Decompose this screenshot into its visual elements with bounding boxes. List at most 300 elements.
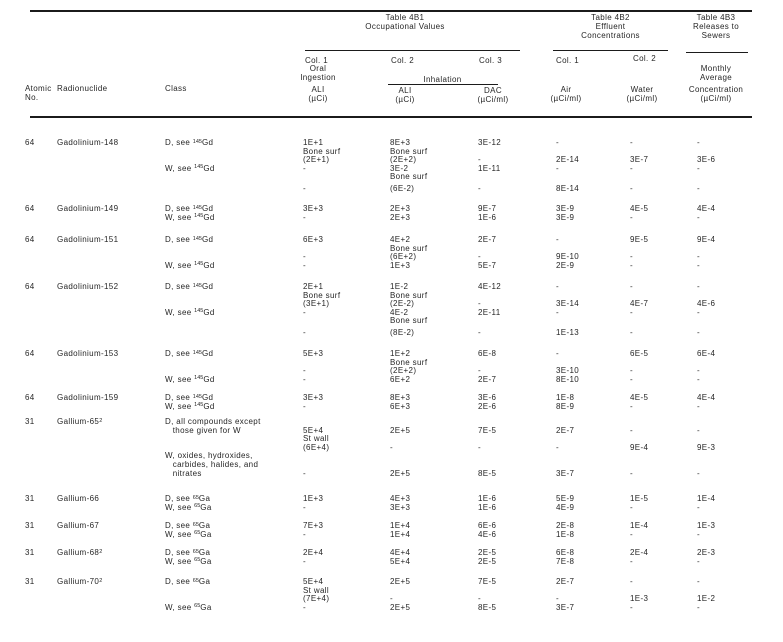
cell-monthly-avg-concentration: - bbox=[697, 212, 701, 222]
cell-monthly-avg-concentration: 1E-3 bbox=[697, 521, 716, 530]
cell-oral-ingestion-ali: 3E+3 bbox=[303, 393, 324, 402]
cell-oral-ingestion-ali: - bbox=[303, 212, 307, 222]
dac-units: (µCi/ml) bbox=[477, 95, 509, 104]
cell-air-concentration: - bbox=[556, 307, 560, 317]
superscript: 145 bbox=[194, 164, 204, 171]
cell-dac: - bbox=[478, 252, 482, 262]
cell-air-concentration: 9E-10 bbox=[556, 252, 580, 262]
cell-class: W, see $^{65}$Ga bbox=[165, 502, 212, 512]
table4b2-subtitle-2: Concentrations bbox=[581, 31, 640, 40]
cell-monthly-avg-concentration: - bbox=[697, 252, 701, 262]
cell-dac: 3E-6 bbox=[478, 393, 497, 402]
superscript: 145 bbox=[194, 213, 204, 220]
table-top-rule bbox=[30, 10, 752, 12]
cell-air-concentration: 8E-14 bbox=[556, 184, 580, 193]
cell-class: W, see $^{145}$Gd bbox=[165, 212, 215, 222]
cell-inhalation-ali: 2E+5 bbox=[390, 577, 411, 586]
cell-air-concentration: 8E-9 bbox=[556, 401, 575, 411]
cell-air-concentration: 3E-7 bbox=[556, 468, 575, 478]
cell-class: W, see $^{65}$Ga bbox=[165, 602, 212, 612]
cell-dac: 9E-7 bbox=[478, 204, 497, 213]
cell-oral-ingestion-ali: - bbox=[303, 529, 307, 539]
cell-class: D, see $^{65}$Ga bbox=[165, 494, 211, 503]
superscript: 145 bbox=[194, 375, 204, 382]
cell-atomic-no: 64 bbox=[25, 282, 35, 291]
cell-radionuclide: Gadolinium-159 bbox=[57, 393, 119, 402]
cell-dac: 7E-5 bbox=[478, 425, 497, 435]
cell-oral-ingestion-ali: 2E+1 bbox=[303, 282, 324, 291]
col3-label-4b1: Col. 3 bbox=[479, 56, 502, 65]
cell-inhalation-ali: 1E-2 bbox=[390, 282, 409, 291]
superscript: 2 bbox=[99, 417, 103, 424]
cell-water-concentration: 9E-4 bbox=[630, 442, 649, 452]
cell-atomic-no: 64 bbox=[25, 349, 35, 358]
cell-atomic-no: 64 bbox=[25, 235, 35, 244]
cell-atomic-no: 31 bbox=[25, 577, 35, 586]
cell-radionuclide: Gadolinium-152 bbox=[57, 282, 119, 291]
cell-monthly-avg-concentration: 1E-2 bbox=[697, 594, 716, 604]
cell-inhalation-ali: 2E+3 bbox=[390, 204, 411, 213]
water-units: (µCi/ml) bbox=[626, 94, 658, 103]
superscript: 145 bbox=[194, 402, 204, 409]
cell-air-concentration: 5E-9 bbox=[556, 494, 575, 503]
cell-water-concentration: 4E-5 bbox=[630, 393, 649, 402]
oral-ali-label: ALI bbox=[311, 85, 325, 94]
cell-oral-ingestion-ali: - bbox=[303, 184, 307, 193]
dac-label: DAC bbox=[484, 86, 502, 95]
ingestion-label: Ingestion bbox=[300, 73, 336, 82]
cell-oral-ingestion-ali: (6E+4) bbox=[303, 442, 330, 452]
cell-air-concentration: 2E-14 bbox=[556, 155, 580, 165]
cell-inhalation-ali: 2E+5 bbox=[390, 602, 411, 612]
cell-dac: 2E-5 bbox=[478, 548, 497, 557]
cell-air-concentration: 2E-9 bbox=[556, 260, 575, 270]
cell-monthly-avg-concentration: - bbox=[697, 468, 701, 478]
cell-inhalation-ali: 3E+3 bbox=[390, 502, 411, 512]
cell-monthly-avg-concentration: - bbox=[697, 556, 701, 566]
cell-oral-ingestion-ali: - bbox=[303, 401, 307, 411]
cell-inhalation-ali: (2E+2) bbox=[390, 155, 417, 165]
table4b3-underline bbox=[686, 52, 748, 53]
water-label: Water bbox=[630, 85, 654, 94]
cell-water-concentration: - bbox=[630, 577, 634, 586]
cell-monthly-avg-concentration: - bbox=[697, 401, 701, 411]
cell-monthly-avg-concentration: - bbox=[697, 328, 701, 337]
cell-water-concentration: - bbox=[630, 212, 634, 222]
inhalation-label: Inhalation bbox=[423, 75, 462, 84]
cell-inhalation-ali: Bone surf bbox=[390, 290, 428, 300]
cell-inhalation-ali: 1E+4 bbox=[390, 529, 411, 539]
cell-radionuclide: Gallium-67 bbox=[57, 521, 100, 530]
cell-monthly-avg-concentration: - bbox=[697, 184, 701, 193]
cell-oral-ingestion-ali: 1E+1 bbox=[303, 138, 324, 147]
table4b3-subtitle-1: Releases to bbox=[692, 22, 740, 31]
cell-monthly-avg-concentration: - bbox=[697, 138, 701, 147]
cell-oral-ingestion-ali: 5E+4 bbox=[303, 425, 324, 435]
cell-monthly-avg-concentration: 4E-6 bbox=[697, 299, 716, 309]
cell-inhalation-ali: 1E+4 bbox=[390, 521, 411, 530]
cell-inhalation-ali: (8E-2) bbox=[390, 328, 415, 337]
cell-air-concentration: - bbox=[556, 138, 560, 147]
cell-water-concentration: 1E-5 bbox=[630, 494, 649, 503]
cell-class: D, see $^{145}$Gd bbox=[165, 235, 214, 244]
superscript: 145 bbox=[192, 235, 202, 242]
cell-dac: 2E-5 bbox=[478, 556, 497, 566]
col1-label-4b2: Col. 1 bbox=[556, 56, 579, 65]
cell-water-concentration: - bbox=[630, 468, 634, 478]
cell-air-concentration: 1E-8 bbox=[556, 393, 575, 402]
cell-monthly-avg-concentration: 4E-4 bbox=[697, 204, 716, 213]
cell-air-concentration: 3E-9 bbox=[556, 204, 575, 213]
radionuclide-label: Radionuclide bbox=[57, 84, 108, 93]
header-bottom-rule bbox=[30, 116, 752, 118]
cell-air-concentration: - bbox=[556, 282, 560, 291]
cell-water-concentration: - bbox=[630, 252, 634, 262]
cell-inhalation-ali: 5E+4 bbox=[390, 556, 411, 566]
cell-class: W, see $^{145}$Gd bbox=[165, 374, 215, 384]
concentration-label: Concentration bbox=[688, 85, 744, 94]
cell-atomic-no: 31 bbox=[25, 417, 35, 426]
cell-class: D, see $^{65}$Ga bbox=[165, 548, 211, 557]
cell-dac: 1E-11 bbox=[478, 163, 501, 173]
cell-dac: 2E-11 bbox=[478, 307, 501, 317]
cell-air-concentration: 3E-10 bbox=[556, 366, 580, 376]
cell-inhalation-ali: 1E+3 bbox=[390, 260, 411, 270]
cell-oral-ingestion-ali: 6E+3 bbox=[303, 235, 324, 244]
air-label: Air bbox=[560, 85, 572, 94]
cell-inhalation-ali: (6E+2) bbox=[390, 252, 417, 262]
cell-class: nitrates bbox=[165, 468, 202, 478]
cell-inhalation-ali: 8E+3 bbox=[390, 138, 411, 147]
cell-class: W, see $^{145}$Gd bbox=[165, 163, 215, 173]
cell-inhalation-ali: - bbox=[390, 442, 394, 452]
cell-oral-ingestion-ali: - bbox=[303, 468, 307, 478]
superscript: 145 bbox=[192, 349, 202, 356]
superscript: 65 bbox=[192, 548, 199, 555]
cell-inhalation-ali: 6E+2 bbox=[390, 374, 411, 384]
cell-monthly-avg-concentration: - bbox=[697, 425, 701, 435]
cell-water-concentration: - bbox=[630, 163, 634, 173]
cell-water-concentration: 6E-5 bbox=[630, 349, 649, 358]
cell-inhalation-ali: (2E-2) bbox=[390, 299, 415, 309]
cell-water-concentration: 1E-3 bbox=[630, 594, 649, 604]
cell-class: D, see $^{65}$Ga bbox=[165, 577, 211, 586]
inhalation-underline bbox=[388, 84, 498, 85]
cell-monthly-avg-concentration: 2E-3 bbox=[697, 548, 716, 557]
cell-inhalation-ali: 1E+2 bbox=[390, 349, 411, 358]
cell-monthly-avg-concentration: 3E-6 bbox=[697, 155, 716, 165]
cell-inhalation-ali: Bone surf bbox=[390, 146, 428, 156]
superscript: 65 bbox=[192, 494, 199, 501]
cell-inhalation-ali: (2E+2) bbox=[390, 366, 417, 376]
cell-water-concentration: - bbox=[630, 366, 634, 376]
cell-oral-ingestion-ali: 7E+3 bbox=[303, 521, 324, 530]
cell-inhalation-ali: 2E+3 bbox=[390, 212, 411, 222]
cell-dac: 1E-6 bbox=[478, 502, 497, 512]
cell-dac: 2E-7 bbox=[478, 374, 497, 384]
oral-ali-units: (µCi) bbox=[308, 94, 328, 103]
cell-monthly-avg-concentration: - bbox=[697, 282, 701, 291]
cell-air-concentration: 7E-8 bbox=[556, 556, 575, 566]
cell-air-concentration: 8E-10 bbox=[556, 374, 580, 384]
monthly-label: Monthly bbox=[700, 64, 732, 73]
cell-water-concentration: 3E-7 bbox=[630, 155, 649, 165]
cell-oral-ingestion-ali: Bone surf bbox=[303, 290, 341, 300]
cell-water-concentration: - bbox=[630, 138, 634, 147]
cell-oral-ingestion-ali: 3E+3 bbox=[303, 204, 324, 213]
cell-atomic-no: 64 bbox=[25, 393, 35, 402]
cell-dac: 2E-7 bbox=[478, 235, 497, 244]
cell-air-concentration: - bbox=[556, 163, 560, 173]
cell-inhalation-ali: 4E+4 bbox=[390, 548, 411, 557]
cell-oral-ingestion-ali: 5E+4 bbox=[303, 577, 324, 586]
cell-air-concentration: - bbox=[556, 442, 560, 452]
table4b3-subtitle-2: Sewers bbox=[701, 31, 731, 40]
cell-water-concentration: - bbox=[630, 307, 634, 317]
cell-oral-ingestion-ali: - bbox=[303, 366, 307, 376]
cell-class: carbides, halides, and bbox=[165, 460, 259, 469]
cell-atomic-no: 64 bbox=[25, 138, 35, 147]
cell-class: D, see $^{145}$Gd bbox=[165, 204, 214, 213]
superscript: 65 bbox=[194, 603, 201, 610]
cell-monthly-avg-concentration: - bbox=[697, 374, 701, 384]
cell-monthly-avg-concentration: 9E-3 bbox=[697, 442, 716, 452]
cell-monthly-avg-concentration: - bbox=[697, 577, 701, 586]
cell-radionuclide: Gallium-$70^2$ bbox=[57, 577, 103, 586]
superscript: 2 bbox=[99, 548, 103, 555]
cell-oral-ingestion-ali: Bone surf bbox=[303, 146, 341, 156]
cell-inhalation-ali: - bbox=[390, 594, 394, 604]
superscript: 145 bbox=[194, 261, 204, 268]
col2-label-4b2: Col. 2 bbox=[633, 54, 656, 63]
cell-air-concentration: - bbox=[556, 349, 560, 358]
table4b2-subtitle-1: Effluent bbox=[595, 22, 626, 31]
cell-inhalation-ali: 4E+3 bbox=[390, 494, 411, 503]
cell-monthly-avg-concentration: 6E-4 bbox=[697, 349, 716, 358]
cell-oral-ingestion-ali: (7E+4) bbox=[303, 594, 330, 604]
cell-inhalation-ali: 8E+3 bbox=[390, 393, 411, 402]
cell-air-concentration: 2E-7 bbox=[556, 425, 575, 435]
cell-dac: 7E-5 bbox=[478, 577, 497, 586]
superscript: 145 bbox=[192, 138, 202, 145]
cell-oral-ingestion-ali: - bbox=[303, 307, 307, 317]
inhalation-ali-units: (µCi) bbox=[395, 95, 415, 104]
cell-air-concentration: 6E-8 bbox=[556, 548, 575, 557]
cell-water-concentration: - bbox=[630, 502, 634, 512]
cell-water-concentration: 1E-4 bbox=[630, 521, 649, 530]
cell-monthly-avg-concentration: - bbox=[697, 602, 701, 612]
cell-oral-ingestion-ali: - bbox=[303, 328, 307, 337]
superscript: 145 bbox=[192, 204, 202, 211]
cell-oral-ingestion-ali: 1E+3 bbox=[303, 494, 324, 503]
cell-class: those given for W bbox=[165, 425, 241, 435]
cell-air-concentration: 4E-9 bbox=[556, 502, 575, 512]
cell-dac: 4E-12 bbox=[478, 282, 502, 291]
cell-water-concentration: - bbox=[630, 529, 634, 539]
table4b2-underline bbox=[553, 50, 668, 51]
cell-air-concentration: 3E-14 bbox=[556, 299, 580, 309]
cell-inhalation-ali: 4E+2 bbox=[390, 235, 411, 244]
cell-class: W, see $^{145}$Gd bbox=[165, 260, 215, 270]
cell-radionuclide: Gadolinium-153 bbox=[57, 349, 119, 358]
atomic-no-label: No. bbox=[25, 93, 39, 102]
cell-dac: - bbox=[478, 155, 482, 165]
cell-water-concentration: - bbox=[630, 425, 634, 435]
cell-air-concentration: - bbox=[556, 594, 560, 604]
cell-dac: - bbox=[478, 366, 482, 376]
cell-water-concentration: - bbox=[630, 374, 634, 384]
cell-class: W, see $^{65}$Ga bbox=[165, 556, 212, 566]
cell-inhalation-ali: Bone surf bbox=[390, 357, 428, 367]
cell-dac: 6E-6 bbox=[478, 521, 497, 530]
cell-inhalation-ali: 3E-2 bbox=[390, 163, 409, 173]
cell-class: D, see $^{145}$Gd bbox=[165, 282, 214, 291]
cell-dac: - bbox=[478, 184, 482, 193]
cell-oral-ingestion-ali: - bbox=[303, 163, 307, 173]
air-units: (µCi/ml) bbox=[550, 94, 582, 103]
cell-class: D, see $^{65}$Ga bbox=[165, 521, 211, 530]
concentration-units: (µCi/ml) bbox=[700, 94, 732, 103]
atomic-label: Atomic bbox=[25, 84, 52, 93]
cell-oral-ingestion-ali: - bbox=[303, 252, 307, 262]
cell-oral-ingestion-ali: - bbox=[303, 556, 307, 566]
cell-inhalation-ali: Bone surf bbox=[390, 172, 428, 182]
cell-water-concentration: - bbox=[630, 328, 634, 337]
cell-inhalation-ali: (6E-2) bbox=[390, 184, 415, 193]
cell-dac: 1E-6 bbox=[478, 212, 497, 222]
cell-air-concentration: 2E-8 bbox=[556, 521, 575, 530]
col1-label-4b1: Col. 1 bbox=[305, 56, 328, 65]
cell-radionuclide: Gadolinium-148 bbox=[57, 138, 119, 147]
cell-oral-ingestion-ali: St wall bbox=[303, 434, 330, 444]
table4b1-underline bbox=[305, 50, 520, 51]
table4b2-title: Table 4B2 bbox=[591, 13, 630, 22]
cell-dac: 5E-7 bbox=[478, 260, 497, 270]
cell-monthly-avg-concentration: - bbox=[697, 366, 701, 376]
cell-dac: 4E-6 bbox=[478, 529, 497, 539]
cell-dac: - bbox=[478, 328, 482, 337]
cell-radionuclide: Gallium-$68^2$ bbox=[57, 548, 103, 557]
cell-air-concentration: 2E-7 bbox=[556, 577, 575, 586]
cell-oral-ingestion-ali: - bbox=[303, 602, 307, 612]
table4b1-title: Table 4B1 bbox=[385, 13, 425, 22]
cell-oral-ingestion-ali: 2E+4 bbox=[303, 548, 324, 557]
cell-water-concentration: - bbox=[630, 401, 634, 411]
cell-oral-ingestion-ali: - bbox=[303, 260, 307, 270]
cell-class: D, see $^{145}$Gd bbox=[165, 349, 214, 358]
cell-class: W, see $^{65}$Ga bbox=[165, 529, 212, 539]
inhalation-ali-label: ALI bbox=[398, 86, 412, 95]
cell-radionuclide: Gadolinium-151 bbox=[57, 235, 119, 244]
cell-dac: 8E-5 bbox=[478, 602, 497, 612]
cell-inhalation-ali: 4E-2 bbox=[390, 307, 409, 317]
cell-inhalation-ali: Bone surf bbox=[390, 243, 428, 253]
cell-oral-ingestion-ali: - bbox=[303, 374, 307, 384]
cell-water-concentration: - bbox=[630, 260, 634, 270]
cell-water-concentration: 9E-5 bbox=[630, 235, 649, 244]
cell-water-concentration: 4E-7 bbox=[630, 299, 649, 309]
cell-air-concentration: 1E-8 bbox=[556, 529, 575, 539]
cell-water-concentration: 4E-5 bbox=[630, 204, 649, 213]
average-label: Average bbox=[699, 73, 733, 82]
cell-oral-ingestion-ali: (2E+1) bbox=[303, 155, 330, 165]
cell-monthly-avg-concentration: 9E-4 bbox=[697, 235, 716, 244]
cell-dac: 8E-5 bbox=[478, 468, 497, 478]
cell-class: D, see $^{145}$Gd bbox=[165, 138, 214, 147]
superscript: 65 bbox=[194, 530, 201, 537]
cell-air-concentration: 3E-9 bbox=[556, 212, 575, 222]
cell-dac: 6E-8 bbox=[478, 349, 497, 358]
cell-radionuclide: Gadolinium-149 bbox=[57, 204, 119, 213]
cell-atomic-no: 31 bbox=[25, 548, 35, 557]
cell-monthly-avg-concentration: - bbox=[697, 307, 701, 317]
cell-inhalation-ali: 2E+5 bbox=[390, 425, 411, 435]
cell-class: D, see $^{145}$Gd bbox=[165, 393, 214, 402]
cell-water-concentration: 2E-4 bbox=[630, 548, 649, 557]
cell-air-concentration: 3E-7 bbox=[556, 602, 575, 612]
cell-radionuclide: Gallium-$65^2$ bbox=[57, 417, 103, 426]
cell-inhalation-ali: 6E+3 bbox=[390, 401, 411, 411]
cell-class: W, oxides, hydroxides, bbox=[165, 451, 253, 461]
cell-dac: 1E-6 bbox=[478, 494, 497, 503]
cell-atomic-no: 31 bbox=[25, 494, 35, 503]
cell-oral-ingestion-ali: 5E+3 bbox=[303, 349, 324, 358]
cell-class: W, see $^{145}$Gd bbox=[165, 307, 215, 317]
cell-dac: - bbox=[478, 299, 482, 309]
cell-dac: 2E-6 bbox=[478, 401, 497, 411]
cell-monthly-avg-concentration: 1E-4 bbox=[697, 494, 716, 503]
oral-label: Oral bbox=[309, 64, 327, 73]
cell-atomic-no: 64 bbox=[25, 204, 35, 213]
cell-monthly-avg-concentration: 4E-4 bbox=[697, 393, 716, 402]
cell-oral-ingestion-ali: - bbox=[303, 502, 307, 512]
cell-water-concentration: - bbox=[630, 556, 634, 566]
cell-water-concentration: - bbox=[630, 602, 634, 612]
cell-radionuclide: Gallium-66 bbox=[57, 494, 100, 503]
superscript: 145 bbox=[194, 308, 204, 315]
cell-inhalation-ali: Bone surf bbox=[390, 316, 428, 326]
cell-monthly-avg-concentration: - bbox=[697, 260, 701, 270]
superscript: 65 bbox=[194, 557, 201, 564]
cell-air-concentration: - bbox=[556, 235, 560, 244]
cell-monthly-avg-concentration: - bbox=[697, 163, 701, 173]
superscript: 2 bbox=[99, 577, 103, 584]
cell-dac: 3E-12 bbox=[478, 138, 502, 147]
cell-oral-ingestion-ali: (3E+1) bbox=[303, 299, 330, 309]
cell-monthly-avg-concentration: - bbox=[697, 502, 701, 512]
table4b1-subtitle: Occupational Values bbox=[365, 22, 445, 31]
table4b3-title: Table 4B3 bbox=[696, 13, 736, 22]
class-label: Class bbox=[165, 84, 187, 93]
superscript: 145 bbox=[192, 282, 202, 289]
superscript: 65 bbox=[192, 577, 199, 584]
cell-atomic-no: 31 bbox=[25, 521, 35, 530]
cell-water-concentration: - bbox=[630, 282, 634, 291]
cell-water-concentration: - bbox=[630, 184, 634, 193]
cell-dac: - bbox=[478, 442, 482, 452]
cell-air-concentration: 1E-13 bbox=[556, 328, 580, 337]
cell-class: D, all compounds except bbox=[165, 417, 261, 426]
cell-inhalation-ali: 2E+5 bbox=[390, 468, 411, 478]
superscript: 65 bbox=[194, 503, 201, 510]
col2-label-4b1: Col. 2 bbox=[391, 56, 414, 65]
cell-dac: - bbox=[478, 594, 482, 604]
cell-oral-ingestion-ali: St wall bbox=[303, 585, 330, 595]
superscript: 65 bbox=[192, 521, 199, 528]
cell-class: W, see $^{145}$Gd bbox=[165, 401, 215, 411]
cell-monthly-avg-concentration: - bbox=[697, 529, 701, 539]
superscript: 145 bbox=[192, 393, 202, 400]
